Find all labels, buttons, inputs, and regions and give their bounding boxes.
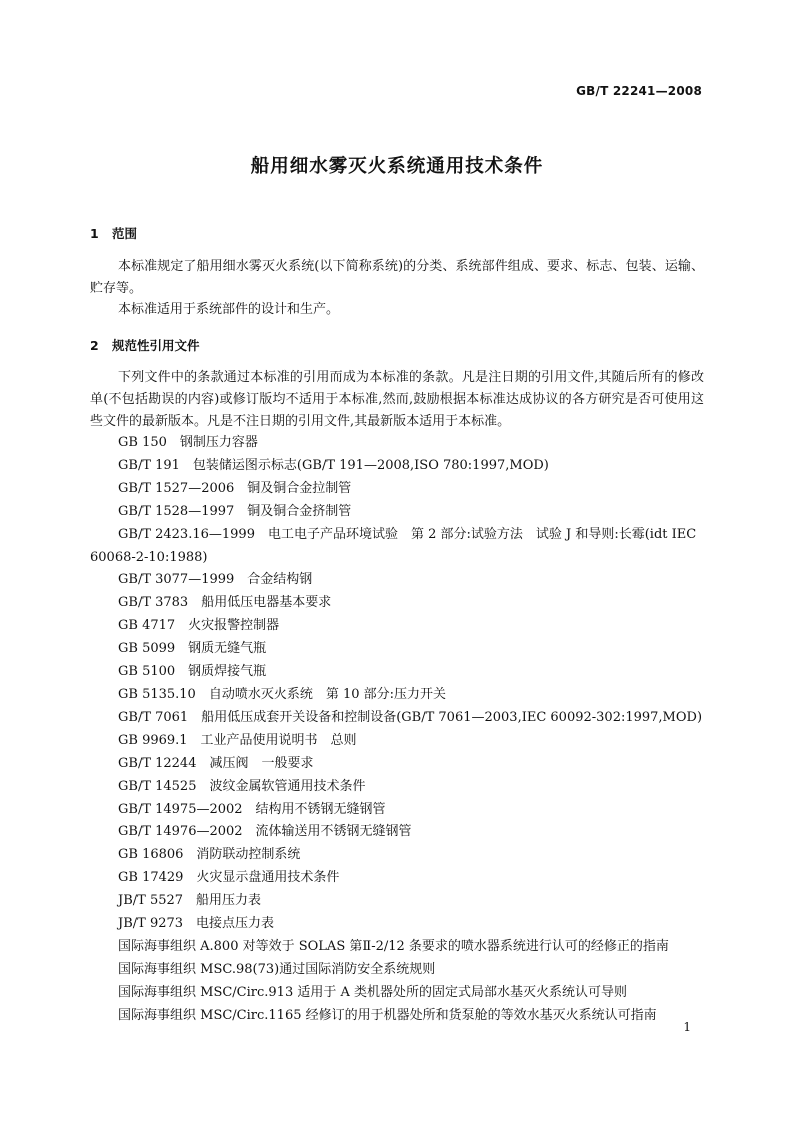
reference-item: GB/T 191 包装储运图示标志(GB/T 191—2008,ISO 780:1997,MOD) [118, 457, 549, 473]
standard-code: GB/T 22241—2008 [576, 84, 702, 98]
reference-item: JB/T 9273 电接点压力表 [118, 916, 275, 932]
section-2-heading [90, 336, 200, 354]
document-title: 船用细水雾灭火系统通用技术条件 [250, 156, 544, 177]
reference-item: 国际海事组织 MSC/Circ.1165 经修订的用于机器处所和货泵舱的等效水基灭火系统认可指南 [118, 1007, 657, 1023]
reference-item: GB 17429 火灾显示盘通用技术条件 [118, 870, 340, 886]
reference-item: GB 150 钢制压力容器 [118, 435, 258, 450]
reference-item: GB 16806 消防联动控制系统 [118, 847, 301, 863]
section-title: 范围 [112, 226, 138, 241]
reference-item: GB 5099 钢质无缝气瓶 [118, 641, 267, 657]
reference-item: GB/T 7061 船用低压成套开关设备和控制设备(GB/T 7061—2003,IEC 60092-302:1997,MOD) [118, 709, 703, 725]
normative-references-list [90, 432, 710, 1028]
section-number: 1 [90, 226, 99, 241]
page-number: 1 [683, 1020, 691, 1034]
reference-item: GB 9969.1 工业产品使用说明书 总则 [118, 732, 357, 748]
reference-item: GB/T 14976—2002 流体输送用不锈钢无缝钢管 [118, 824, 412, 840]
reference-item: GB/T 3783 船用低压电器基本要求 [118, 595, 332, 611]
reference-item: GB 4717 火灾报警控制器 [118, 618, 280, 634]
reference-item: GB/T 1527—2006 铜及铜合金拉制管 [118, 480, 352, 496]
reference-item: GB/T 14525 波纹金属软管通用技术条件 [118, 778, 366, 794]
section-number: 2 [90, 338, 99, 353]
reference-item: GB 5100 钢质焊接气瓶 [118, 664, 267, 680]
reference-item: GB/T 1528—1997 铜及铜合金挤制管 [118, 503, 352, 519]
reference-item: 国际海事组织 A.800 对等效于 SOLAS 第Ⅱ-2/12 条要求的喷水器系统进行认可的经修正的指南 [118, 938, 669, 954]
reference-item: JB/T 5527 船用压力表 [118, 893, 262, 909]
reference-item: 国际海事组织 MSC.98(73)通过国际消防安全系统规则 [118, 961, 436, 977]
section-1-paragraph-2: 本标准适用于系统部件的设计和生产。 [118, 302, 340, 317]
section-2-paragraph-1: 下列文件中的条款通过本标准的引用而成为本标准的条款。凡是注日期的引用文件,其随后所有的修改单(不包括勘误的内容)或修订版均不适用于本标准,然而,鼓励根据本标准达成协议的各方研究是否可使用这些文件的最新版本。凡是不注日期的引用文件,其最新版本适用于本标准。 [90, 370, 704, 429]
reference-item: GB/T 3077—1999 合金结构钢 [118, 572, 313, 588]
section-1-heading [90, 224, 137, 242]
section-title: 规范性引用文件 [112, 338, 200, 353]
reference-item: GB/T 14975—2002 结构用不锈钢无缝钢管 [118, 801, 386, 817]
reference-item: GB 5135.10 自动喷水灭火系统 第 10 部分:压力开关 [118, 686, 447, 702]
section-1-paragraph-1: 本标准规定了船用细水雾灭火系统(以下简称系统)的分类、系统部件组成、要求、标志、包装、运输、贮存等。 [90, 259, 704, 296]
reference-item: GB/T 12244 减压阀 一般要求 [118, 755, 314, 771]
reference-item: 国际海事组织 MSC/Circ.913 适用于 A 类机器处所的固定式局部水基灭火系统认可导则 [118, 984, 628, 1000]
reference-item: GB/T 2423.16—1999 电工电子产品环境试验 第 2 部分:试验方法 试验 J 和导则:长霉(idt IEC 60068-2-10:1988) [90, 526, 697, 565]
